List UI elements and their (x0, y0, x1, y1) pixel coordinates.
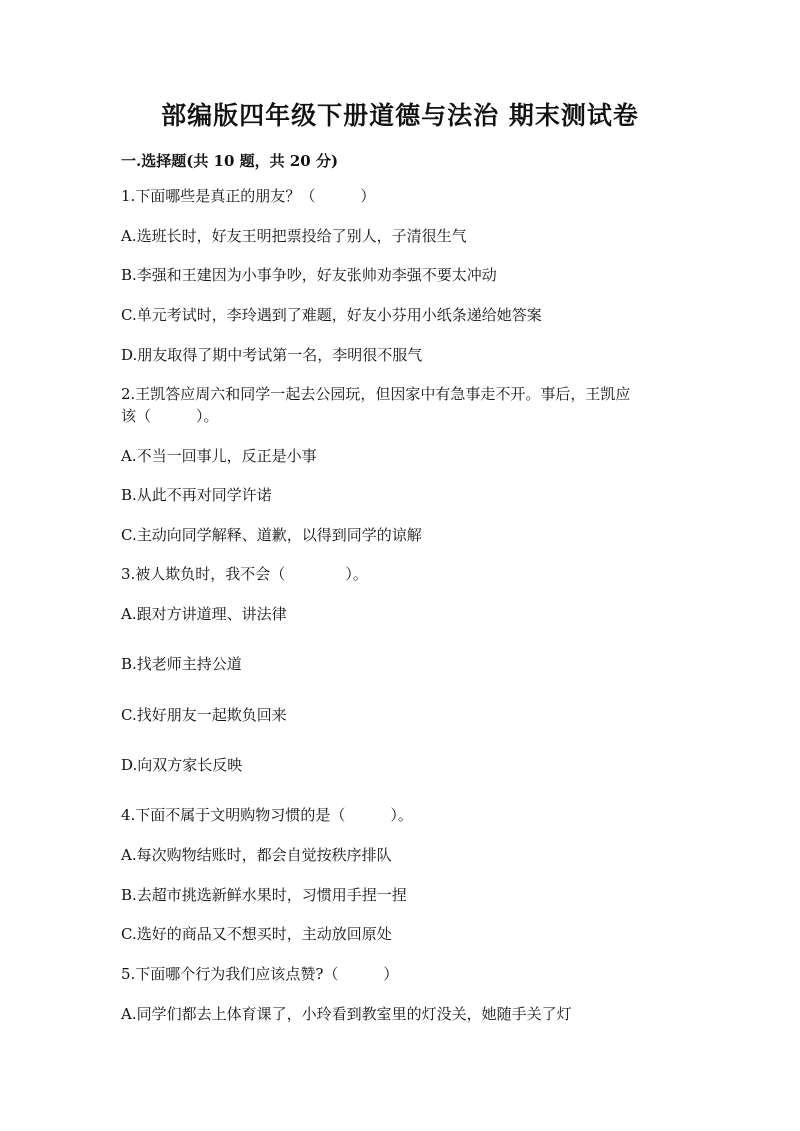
q2-option-a: A.不当一回事儿，反正是小事 (121, 447, 317, 465)
q3-option-b: B.找老师主持公道 (121, 655, 242, 673)
q4-option-c: C.选好的商品又不想买时，主动放回原处 (121, 925, 392, 943)
section-heading: 一.选择题(共 10 题，共 20 分) (121, 152, 339, 170)
question-4: 4.下面不属于文明购物习惯的是（ ）。 (121, 806, 413, 824)
q2-option-c: C.主动向同学解释、道歉，以得到同学的谅解 (121, 526, 422, 544)
question-2: 2.王凯答应周六和同学一起去公园玩，但因家中有急事走不开。事后，王凯应 (121, 385, 631, 403)
q4-option-a: A.每次购物结账时，都会自觉按秩序排队 (121, 846, 392, 864)
q3-option-c: C.找好朋友一起欺负回来 (121, 706, 287, 724)
question-2-cont: 该（ ）。 (121, 407, 219, 425)
question-3: 3.被人欺负时，我不会（ ）。 (121, 565, 368, 583)
q1-option-c: C.单元考试时，李玲遇到了难题，好友小芬用小纸条递给她答案 (121, 306, 542, 324)
q3-option-d: D.向双方家长反映 (121, 756, 243, 774)
q1-option-a: A.选班长时，好友王明把票投给了别人，子清很生气 (121, 227, 467, 245)
q3-option-a: A.跟对方讲道理、讲法律 (121, 605, 287, 623)
question-1: 1.下面哪些是真正的朋友？（ ） (121, 187, 376, 205)
q1-option-d: D.朋友取得了期中考试第一名，李明很不服气 (121, 346, 423, 364)
q1-option-b: B.李强和王建因为小事争吵，好友张帅劝李强不要太冲动 (121, 266, 497, 284)
q5-option-a: A.同学们都去上体育课了，小玲看到教室里的灯没关，她随手关了灯 (121, 1005, 572, 1023)
page-title: 部编版四年级下册道德与法治 期末测试卷 (161, 101, 639, 130)
q2-option-b: B.从此不再对同学许诺 (121, 486, 272, 504)
question-5: 5.下面哪个行为我们应该点赞?（ ） (121, 965, 399, 983)
q4-option-b: B.去超市挑选新鲜水果时，习惯用手捏一捏 (121, 886, 407, 904)
